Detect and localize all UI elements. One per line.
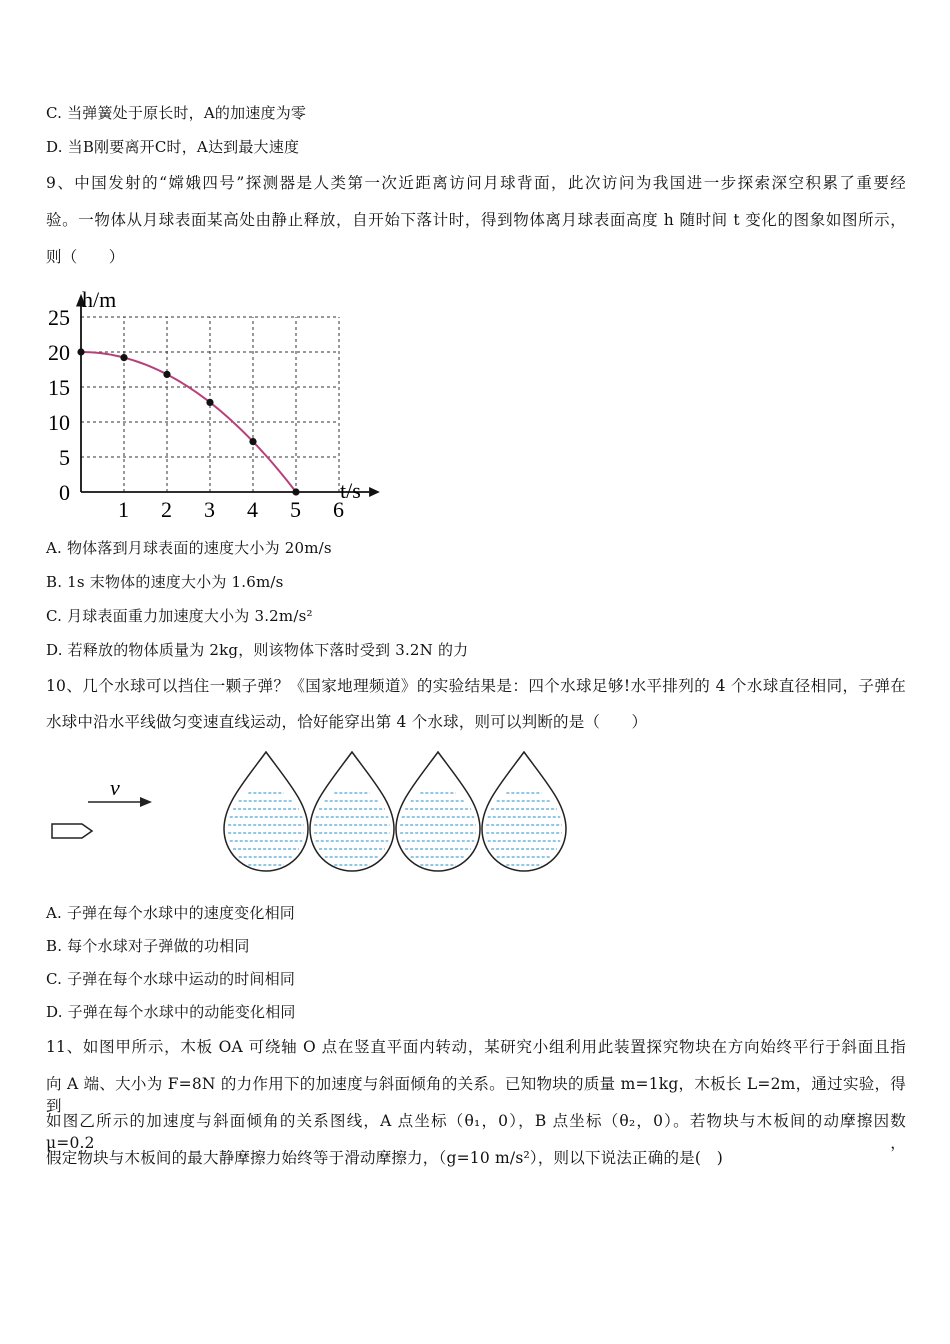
x-tick-label: 5	[290, 497, 301, 522]
y-tick-label: 15	[48, 375, 70, 400]
q9-stem-line-1: 9、中国发射的“嫦娥四号”探测器是人类第一次近距离访问月球背面，此次访问为我国进一步探索深空积累了重要经	[46, 174, 906, 192]
water-ball	[224, 752, 308, 871]
q10-option-d: D. 子弹在每个水球中的动能变化相同	[46, 1003, 296, 1021]
q10-stem-line-2: 水球中沿水平线做匀变速直线运动，恰好能穿出第 4 个水球，则可以判断的是（ ）	[46, 713, 648, 731]
chart-x-label: t/s	[340, 478, 361, 503]
q10-stem-line-1: 10、几个水球可以挡住一颗子弹？《国家地理频道》的实验结果是：四个水球足够!水平排列的 4 个水球直径相同，子弹在	[46, 677, 906, 695]
x-tick-label: 6	[333, 497, 344, 522]
x-axis-arrow	[369, 487, 380, 497]
data-point	[206, 399, 213, 406]
y-tick-label: 20	[48, 340, 70, 365]
velocity-label: v	[110, 775, 120, 800]
q9-stem-line-3: 则（ ）	[46, 248, 125, 266]
data-point	[77, 348, 84, 355]
water-ball	[482, 752, 566, 871]
q11-stem-line-2: 向 A 端、大小为 F=8N 的力作用下的加速度与斜面倾角的关系。已知物块的质量 m=1kg，木板长 L=2m，通过实验，得到	[46, 1075, 906, 1115]
q9-option-a: A. 物体落到月球表面的速度大小为 20m/s	[46, 539, 332, 557]
water-balls-figure	[40, 745, 580, 895]
y-tick-label: 5	[59, 445, 70, 470]
water-balls	[224, 752, 566, 871]
chart-y-label: h/m	[82, 287, 117, 312]
q8-option-c: C. 当弹簧处于原长时，A的加速度为零	[46, 104, 307, 122]
chart-ticks	[48, 305, 344, 522]
q9-option-c: C. 月球表面重力加速度大小为 3.2m/s²	[46, 607, 313, 625]
chart-axes	[76, 294, 380, 497]
x-tick-label: 2	[161, 497, 172, 522]
velocity-arrowhead	[140, 797, 152, 807]
height-time-chart	[40, 283, 380, 523]
y-tick-label: 25	[48, 305, 70, 330]
q11-stem-line-3: 如图乙所示的加速度与斜面倾角的关系图线，A 点坐标（θ₁，0），B 点坐标（θ₂，0）。若物块与木板间的动摩擦因数 μ=0.2，	[46, 1112, 906, 1152]
q9-option-b: B. 1s 末物体的速度大小为 1.6m/s	[46, 573, 284, 591]
x-tick-label: 3	[204, 497, 215, 522]
q9-stem-line-2: 验。一物体从月球表面某高处由静止释放，自开始下落计时，得到物体离月球表面高度 h 随时间 t 变化的图象如图所示，	[46, 211, 906, 229]
bullet-icon	[52, 824, 92, 838]
q8-option-d: D. 当B刚要离开C时，A达到最大速度	[46, 138, 300, 156]
data-point	[249, 438, 256, 445]
y-tick-label: 0	[59, 480, 70, 505]
q11-stem-line-1: 11、如图甲所示，木板 OA 可绕轴 O 点在竖直平面内转动，某研究小组利用此装置探究物块在方向始终平行于斜面且指	[46, 1038, 906, 1056]
data-point	[163, 371, 170, 378]
x-tick-label: 1	[118, 497, 129, 522]
q10-option-a: A. 子弹在每个水球中的速度变化相同	[46, 904, 295, 922]
q10-option-c: C. 子弹在每个水球中运动的时间相同	[46, 970, 296, 988]
q11-stem-line-4: 假定物块与木板间的最大静摩擦力始终等于滑动摩擦力，（g=10 m/s²），则以下说法正确的是( )	[46, 1149, 724, 1167]
y-tick-label: 10	[48, 410, 70, 435]
water-ball	[310, 752, 394, 871]
chart-points	[77, 348, 299, 495]
q9-option-d: D. 若释放的物体质量为 2kg，则该物体下落时受到 3.2N 的力	[46, 641, 469, 659]
data-point	[120, 354, 127, 361]
q10-option-b: B. 每个水球对子弹做的功相同	[46, 937, 250, 955]
x-tick-label: 4	[247, 497, 258, 522]
water-ball	[396, 752, 480, 871]
data-point	[292, 488, 299, 495]
